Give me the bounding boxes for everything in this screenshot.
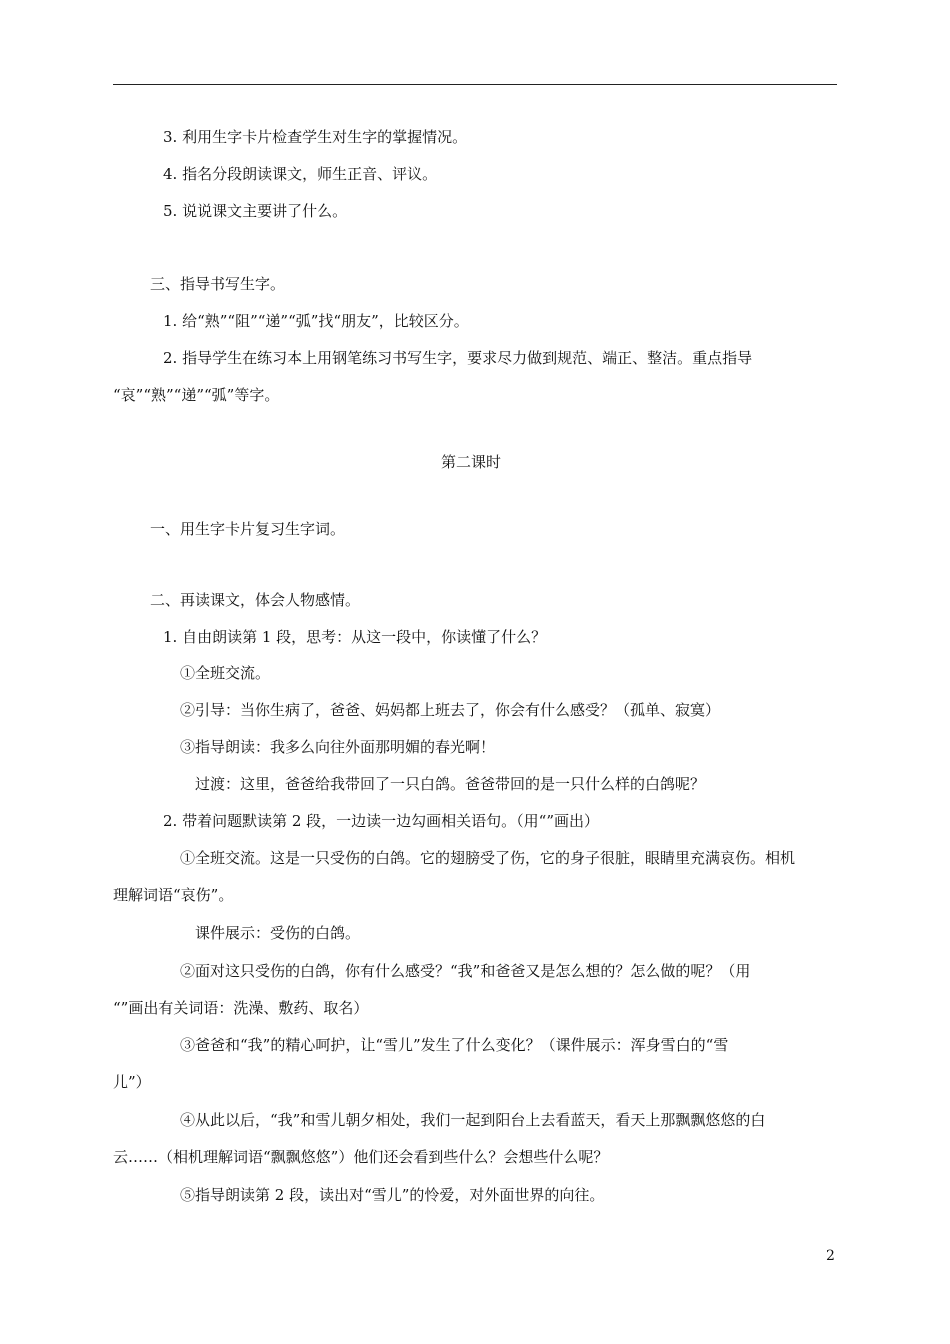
header-rule — [113, 84, 837, 85]
text-line: ②面对这只受伤的白鸽，你有什么感受？“我”和爸爸又是怎么想的？怎么做的呢？（用 — [180, 962, 751, 980]
lesson-title: 第二课时 — [441, 453, 502, 471]
text-line: 5. 说说课文主要讲了什么。 — [163, 202, 348, 220]
text-line: ⑤指导朗读第 2 段，读出对“雪儿”的怜爱，对外面世界的向往。 — [180, 1186, 605, 1204]
page-number: 2 — [826, 1248, 835, 1264]
text-line: 1. 给“熟”“阻”“递”“弧”找“朋友”，比较区分。 — [163, 312, 469, 330]
text-line: ①全班交流。这是一只受伤的白鸽。它的翅膀受了伤，它的身子很脏，眼睛里充满哀伤。相机 — [180, 849, 796, 867]
text-line: ④从此以后，“我”和雪儿朝夕相处，我们一起到阳台上去看蓝天，看天上那飘飘悠悠的白 — [180, 1111, 766, 1129]
text-line: 课件展示：受伤的白鸽。 — [195, 924, 361, 942]
text-line: 儿”） — [113, 1073, 151, 1091]
text-line: 2. 指导学生在练习本上用钢笔练习书写生字，要求尽力做到规范、端正、整洁。重点指导 — [163, 349, 753, 367]
section-heading: 三、指导书写生字。 — [150, 275, 286, 293]
text-line: 2. 带着问题默读第 2 段，一边读一边勾画相关语句。（用“”画出） — [163, 812, 599, 830]
text-line: ②引导：当你生病了，爸爸、妈妈都上班去了，你会有什么感受？（孤单、寂寞） — [180, 701, 721, 719]
text-line: 4. 指名分段朗读课文，师生正音、评议。 — [163, 165, 438, 183]
text-line: 3. 利用生字卡片检查学生对生字的掌握情况。 — [163, 128, 468, 146]
text-line: ③爸爸和“我”的精心呵护，让“雪儿”发生了什么变化？（课件展示：浑身雪白的“雪 — [180, 1036, 729, 1054]
text-line: ①全班交流。 — [180, 664, 271, 682]
text-line: 云……（相机理解词语“飘飘悠悠”）他们还会看到些什么？会想些什么呢？ — [113, 1148, 609, 1166]
section-heading: 一、用生字卡片复习生字词。 — [150, 520, 346, 538]
text-line: “”画出有关词语：洗澡、敷药、取名） — [113, 999, 369, 1017]
text-line: 1. 自由朗读第 1 段，思考：从这一段中，你读懂了什么？ — [163, 628, 547, 646]
text-line: “哀”“熟”“递”“弧”等字。 — [113, 386, 280, 404]
text-line: ③指导朗读：我多么向往外面那明媚的春光啊！ — [180, 738, 496, 756]
section-heading: 二、再读课文，体会人物感情。 — [150, 591, 361, 609]
text-line: 过渡：这里，爸爸给我带回了一只白鸽。爸爸带回的是一只什么样的白鸽呢？ — [195, 775, 706, 793]
text-line: 理解词语“哀伤”。 — [113, 886, 234, 904]
